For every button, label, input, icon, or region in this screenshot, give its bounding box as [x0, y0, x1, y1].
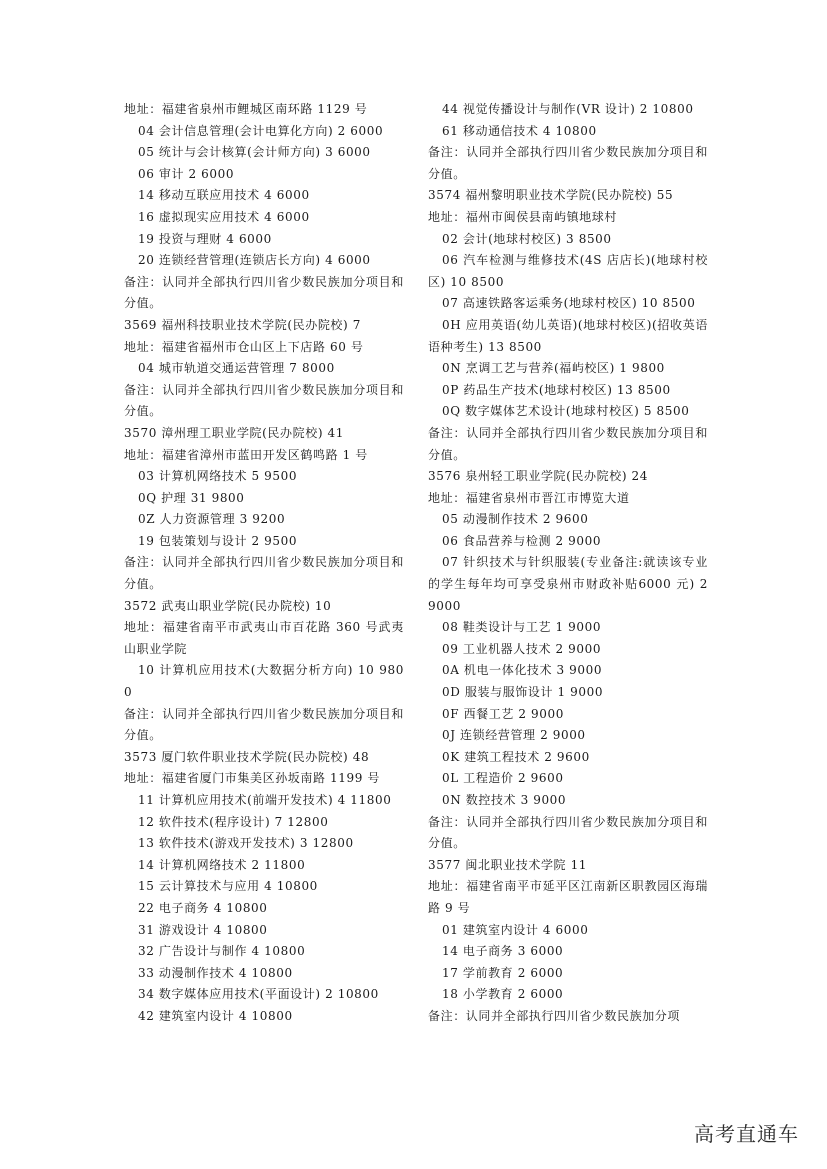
text-line: 06 食品营养与检测 2 9000 — [442, 533, 602, 548]
text-line: 地址：福建省泉州市鲤城区南环路 1129 号 — [124, 102, 368, 116]
text-line: 3570 漳州理工职业学院(民办院校) 41 — [124, 425, 345, 440]
text-line: 地址：福建省南平市延平区江南新区职教园区海瑞路 9 号 — [428, 879, 708, 915]
text-line: 备注：认同并全部执行四川省少数民族加分项目和分值。 — [428, 814, 708, 851]
text-line: 14 移动互联应用技术 4 6000 — [138, 188, 310, 203]
text-line: 3569 福州科技职业技术学院(民办院校) 7 — [124, 317, 361, 332]
text-line: 32 广告设计与制作 4 10800 — [138, 944, 306, 959]
text-line: 3576 泉州轻工职业学院(民办院校) 24 — [428, 469, 649, 484]
text-line: 22 电子商务 4 10800 — [138, 900, 268, 915]
text-line: 15 云计算技术与应用 4 10800 — [138, 879, 318, 894]
text-line: 0Z 人力资源管理 3 9200 — [138, 512, 286, 527]
text-line: 18 小学教育 2 6000 — [442, 987, 564, 1002]
text-line: 11 计算机应用技术(前端开发技术) 4 11800 — [138, 793, 392, 807]
text-line: 20 连锁经营管理(连锁店长方向) 4 6000 — [138, 253, 371, 268]
text-line: 33 动漫制作技术 4 10800 — [138, 965, 293, 980]
text-line: 0P 药品生产技术(地球村校区) 13 8500 — [442, 382, 671, 397]
text-line: 14 计算机网络技术 2 11800 — [138, 857, 306, 872]
text-line: 0H 应用英语(幼儿英语)(地球村校区)(招收英语语种考生) 13 8500 — [428, 317, 708, 354]
text-line: 0Q 护理 31 9800 — [138, 490, 245, 505]
text-line: 备注：认同并全部执行四川省少数民族加分项目和分值。 — [124, 382, 404, 419]
text-line: 07 针织技术与针织服装(专业备注:就读该专业的学生每年均可享受泉州市财政补贴6000 元) 2 9000 — [428, 555, 713, 613]
text-line: 03 计算机网络技术 5 9500 — [138, 469, 298, 484]
text-line: 备注：认同并全部执行四川省少数民族加分项目和分值。 — [428, 145, 708, 181]
text-line: 地址：福建省漳州市蓝田开发区鹤鸣路 1 号 — [124, 447, 368, 462]
text-line: 19 包装策划与设计 2 9500 — [138, 533, 298, 548]
text-line: 0D 服装与服饰设计 1 9000 — [442, 685, 604, 700]
text-line: 0L 工程造价 2 9600 — [442, 771, 564, 786]
text-line: 0A 机电一体化技术 3 9000 — [442, 663, 603, 678]
text-line: 备注：认同并全部执行四川省少数民族加分项目和分值。 — [124, 274, 404, 311]
text-line: 0J 连锁经营管理 2 9000 — [442, 728, 586, 743]
text-line: 10 计算机应用技术(大数据分析方向) 10 9800 — [124, 663, 404, 700]
text-line: 02 会计(地球村校区) 3 8500 — [442, 231, 612, 246]
text-line: 09 工业机器人技术 2 9000 — [442, 641, 602, 656]
text-line: 07 高速铁路客运乘务(地球村校区) 10 8500 — [442, 296, 696, 311]
left-column — [124, 99, 404, 1028]
text-line: 34 数字媒体应用技术(平面设计) 2 10800 — [138, 987, 379, 1002]
text-line: 06 审计 2 6000 — [138, 166, 235, 181]
text-line: 08 鞋类设计与工艺 1 9000 — [442, 620, 602, 635]
text-line: 3577 闽北职业技术学院 11 — [428, 857, 588, 872]
text-line: 17 学前教育 2 6000 — [442, 965, 564, 980]
text-line: 12 软件技术(程序设计) 7 12800 — [138, 814, 329, 829]
text-line: 备注：认同并全部执行四川省少数民族加分项目和分值。 — [428, 425, 708, 462]
text-line: 0F 西餐工艺 2 9000 — [442, 706, 564, 721]
text-line: 61 移动通信技术 4 10800 — [442, 123, 597, 138]
text-line: 05 统计与会计核算(会计师方向) 3 6000 — [138, 145, 371, 160]
text-line: 地址：福建省厦门市集美区孙坂南路 1199 号 — [124, 771, 380, 786]
text-line: 16 虚拟现实应用技术 4 6000 — [138, 209, 310, 224]
text-line: 0Q 数字媒体艺术设计(地球村校区) 5 8500 — [442, 404, 690, 419]
text-line: 14 电子商务 3 6000 — [442, 944, 564, 959]
text-line: 04 会计信息管理(会计电算化方向) 2 6000 — [138, 123, 384, 138]
text-line: 44 视觉传播设计与制作(VR 设计) 2 10800 — [442, 102, 694, 116]
text-line: 3573 厦门软件职业技术学院(民办院校) 48 — [124, 749, 370, 764]
text-line: 01 建筑室内设计 4 6000 — [442, 922, 589, 937]
text-line: 13 软件技术(游戏开发技术) 3 12800 — [138, 836, 354, 851]
right-column — [428, 99, 713, 1028]
text-line: 19 投资与理财 4 6000 — [138, 231, 272, 246]
text-line: 地址：福州市闽侯县南屿镇地球村 — [428, 209, 618, 224]
text-line: 0K 建筑工程技术 2 9600 — [442, 749, 590, 764]
text-line: 地址：福建省泉州市晋江市博览大道 — [428, 490, 630, 505]
watermark-logo: 高考直通车 — [694, 1122, 799, 1146]
text-line: 05 动漫制作技术 2 9600 — [442, 512, 589, 527]
text-line: 0N 数控技术 3 9000 — [442, 793, 567, 807]
text-line: 地址：福建省南平市武夷山市百花路 360 号武夷山职业学院 — [124, 620, 404, 656]
text-line: 备注：认同并全部执行四川省少数民族加分项 — [428, 1008, 681, 1023]
text-line: 0N 烹调工艺与营养(福屿校区) 1 9800 — [442, 361, 665, 376]
text-line: 备注：认同并全部执行四川省少数民族加分项目和分值。 — [124, 555, 404, 592]
text-line: 04 城市轨道交通运营管理 7 8000 — [138, 361, 335, 376]
text-line: 3572 武夷山职业学院(民办院校) 10 — [124, 598, 332, 613]
text-line: 备注：认同并全部执行四川省少数民族加分项目和分值。 — [124, 706, 404, 743]
text-line: 3574 福州黎明职业技术学院(民办院校) 55 — [428, 188, 674, 203]
text-line: 06 汽车检测与维修技术(4S 店店长)(地球村校区) 10 8500 — [428, 253, 708, 289]
text-line: 地址：福建省福州市仓山区上下店路 60 号 — [124, 339, 364, 354]
text-line: 31 游戏设计 4 10800 — [138, 922, 268, 937]
text-line: 42 建筑室内设计 4 10800 — [138, 1008, 293, 1023]
